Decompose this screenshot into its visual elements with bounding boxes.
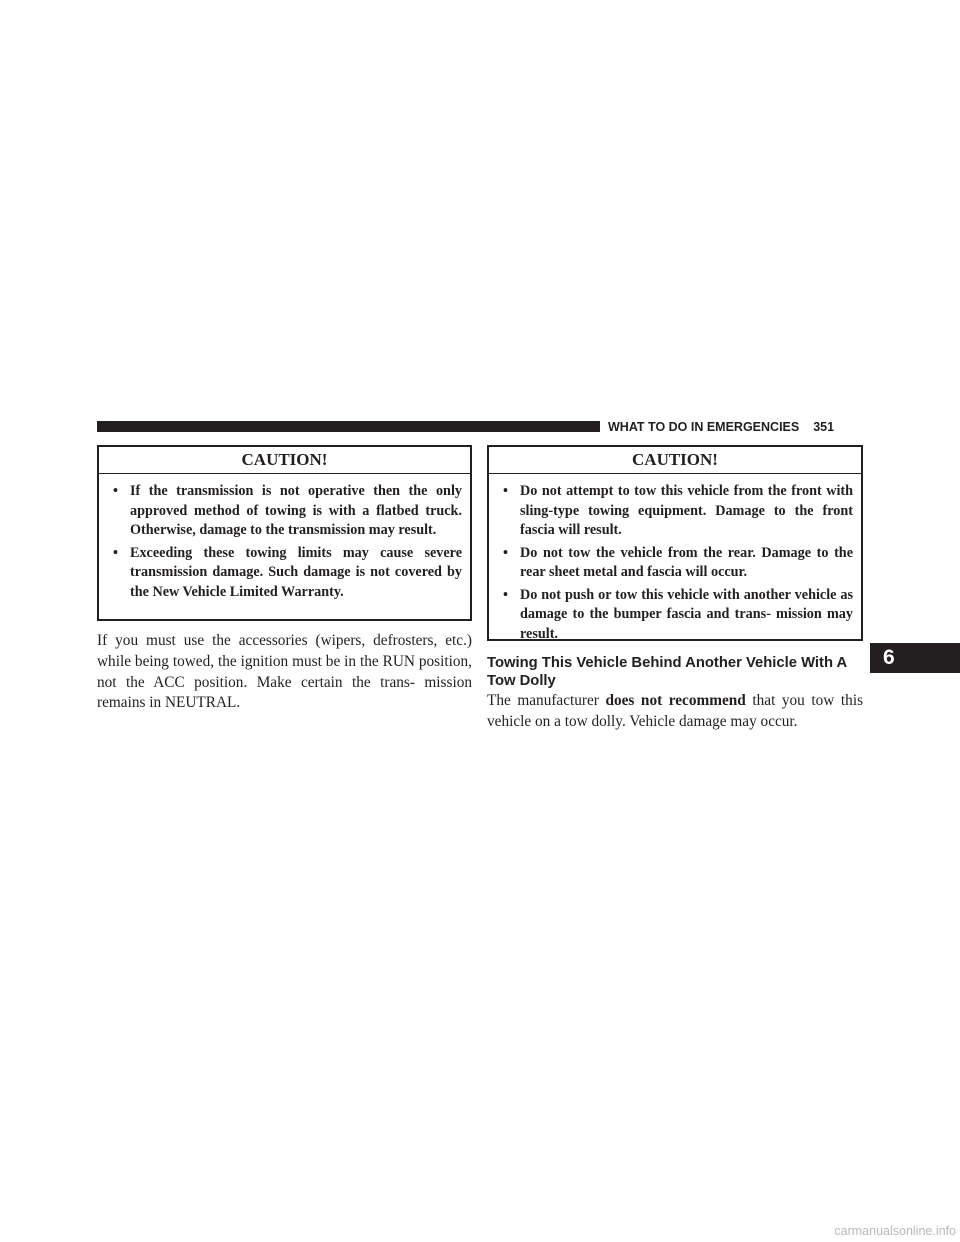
chapter-tab: 6 bbox=[870, 643, 960, 673]
bullet-icon: • bbox=[113, 483, 118, 499]
caution-title: CAUTION! bbox=[99, 447, 470, 474]
caution-title: CAUTION! bbox=[489, 447, 861, 474]
caution-list bbox=[99, 474, 470, 602]
caution-item: • If the transmission is not operative then the only approved method of towing is with a flatbed truck. Otherwise, damage to the transmission may result. bbox=[113, 483, 462, 538]
caution-item: • Do not push or tow this vehicle with another vehicle as damage to the bumper fascia and trans- mission may result. bbox=[503, 586, 853, 642]
bullet-icon: • bbox=[503, 544, 508, 561]
watermark: carmanualsonline.info bbox=[834, 1224, 956, 1238]
section-heading: Towing This Vehicle Behind Another Vehicle With A Tow Dolly bbox=[487, 655, 847, 689]
caution-item: • Do not tow the vehicle from the rear. Damage to the rear sheet metal and fascia will occur. bbox=[503, 544, 853, 580]
accessories-paragraph: If you must use the accessories (wipers, defrosters, etc.) while being towed, the ignition must be in the RUN position, not the ACC position. Make certain the trans- mission remains in NEUTRAL. bbox=[97, 632, 472, 712]
section-title: WHAT TO DO IN EMERGENCIES bbox=[608, 420, 800, 434]
emphasis-text: does not recommend bbox=[605, 692, 746, 709]
tow-dolly-paragraph: The manufacturer does not recommend that you tow this vehicle on a tow dolly. Vehicle damage may occur. bbox=[487, 692, 864, 730]
header-rule bbox=[97, 421, 600, 432]
caution-box-transmission bbox=[97, 445, 472, 621]
caution-box-towing bbox=[487, 445, 863, 641]
running-header bbox=[608, 419, 864, 435]
page-number: 351 bbox=[813, 420, 835, 434]
caution-item: • Exceeding these towing limits may cause severe transmission damage. Such damage is not covered by the New Vehicle Limited Warranty. bbox=[113, 544, 462, 600]
bullet-icon: • bbox=[503, 586, 508, 603]
bullet-icon: • bbox=[503, 483, 508, 499]
bullet-icon: • bbox=[113, 544, 118, 561]
caution-list bbox=[489, 474, 861, 644]
caution-item: • Do not attempt to tow this vehicle from the front with sling-type towing equipment. Damage to the front fascia will result. bbox=[503, 483, 853, 538]
